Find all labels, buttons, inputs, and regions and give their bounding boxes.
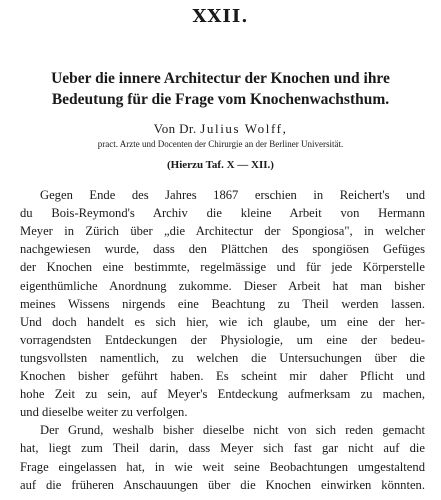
body-line: tungsvollsten namentlich, zu welchen die Untersuchungen über die (20, 350, 425, 365)
plates-reference: (Hierzu Taf. X — XII.) (167, 159, 274, 171)
body-line: vorragendsten Entdeckungen der Physiologie, um eine der bedeu- (20, 332, 425, 347)
chapter-number: XXII. (192, 6, 249, 27)
author-affiliation: pract. Arzte und Docenten der Chirurgie an der Berliner Universität. (97, 139, 344, 149)
body-line: hat, liegt zum Theil darin, dass Meyer sich fast gar nicht auf die (20, 441, 425, 456)
body-line: Gegen Ende des Jahres 1867 erschien in Reichert's und (40, 188, 425, 202)
body-line: meines Wissens nirgends eine Beachtung zu Theil werden lassen. (20, 296, 425, 311)
body-line: Und doch handelt es sich hier, wie ich glaube, um eine der her- (20, 314, 425, 329)
author-prefix: Von Dr. (153, 121, 197, 136)
article-title-line-1: Ueber die innere Architectur der Knochen und ihre (51, 70, 390, 87)
article-title-line-2: Bedeutung für die Frage vom Knochenwachsthum. (51, 91, 390, 108)
body-line: auf die früheren Anschauungen über die Knochen einwirken könnten. (20, 477, 425, 492)
body-line: Knochen bisher geführt haben. Es scheint mir daher Pflicht und (20, 369, 425, 383)
body-line: der Knochen eine bestimmte, regelmässige und für jede Körperstelle (20, 260, 425, 275)
body-line: nachgewiesen wurde, dass den Plättchen des spongiösen Gefüges (20, 242, 425, 257)
body-line: eigenthümliche Anordnung zukomme. Dieser Arbeit hat man bisher (20, 278, 425, 293)
body-line: und dieselbe weiter zu verfolgen. (20, 405, 188, 420)
body-line: du Bois-Reymond's Archiv die kleine Arbeit von Hermann (20, 206, 425, 221)
body-line: Frage eingelassen hat, in wie weit seine Beobachtungen umgestaltend (20, 459, 425, 474)
body-line: Der Grund, weshalb bisher dieselbe nicht von sich reden gemacht (40, 423, 425, 438)
body-line: hohe Zeit zu sein, auf Meyer's Entdeckung aufmerksam zu machen, (20, 387, 425, 402)
author-line (0, 121, 441, 136)
body-line: Meyer in Zürich über „die Architectur der Spongiosa", in welcher (20, 224, 425, 239)
author-name: Julius Wolff, (200, 121, 288, 136)
